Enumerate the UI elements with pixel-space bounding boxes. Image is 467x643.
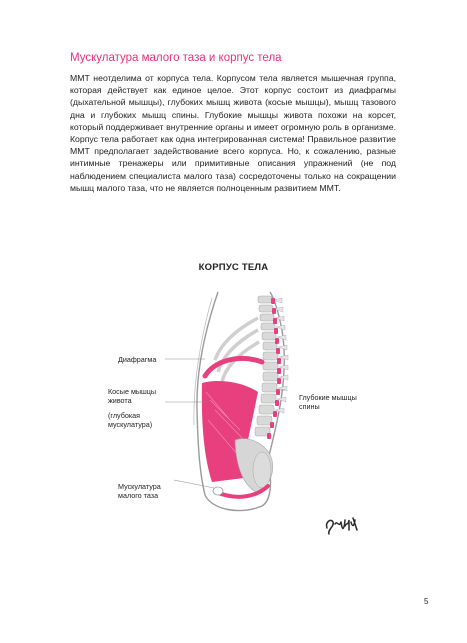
page-number: 5	[424, 597, 429, 606]
pubic-bone	[213, 487, 223, 495]
label-pelvic-floor	[118, 482, 161, 500]
label-deep-muscles	[108, 411, 152, 429]
label-back-line2: спины	[299, 402, 320, 411]
diaphragm-muscle	[205, 358, 262, 376]
label-pelvic-line2: малого таза	[118, 491, 159, 500]
label-pelvic-line1: Мускулатура	[118, 482, 161, 491]
label-deep-back-muscles	[299, 393, 357, 411]
ribs	[215, 318, 259, 382]
label-deep-line2: мускулатура)	[108, 420, 153, 429]
label-deep-line1: (глубокая	[108, 411, 141, 420]
author-signature-logo	[323, 508, 361, 538]
label-diaphragm: Диафрагма	[118, 355, 157, 364]
figure-title: КОРПУС ТЕЛА	[198, 262, 269, 273]
label-back-line1: Глубокие мышцы	[299, 393, 357, 402]
section-title: Мускулатура малого таза и корпус тела	[70, 52, 282, 64]
label-oblique-line1: Косые мышцы	[108, 387, 157, 396]
body-paragraph: ММТ неотделима от корпуса тела. Корпусом тела является мышечная группа, которая действует как единое целое. Этот корпус состоит из диафрагмы (дыхательной мышцы), глубоких мышц живота (косые мышцы), мышц тазового дна и глубоких мышц спины. Глубокие мышцы живота похожи на корсет, который поддерживает внутренние органы и имеет огромную роль в организме. Корпус тела работает как одна интегрированная система! Правильное развитие ММТ предполагает задействование всего корпуса. Но, к сожалению, разные интимные тренажеры или примитивные описания упражнений (не под наблюдением специалиста малого таза) сосредоточены только на сокращении мышц малого таза, что не является полноценным развитием ММТ.	[70, 73, 396, 193]
label-oblique-muscles	[108, 387, 156, 405]
label-oblique-line2: живота	[108, 396, 132, 405]
sacrum	[253, 452, 271, 488]
